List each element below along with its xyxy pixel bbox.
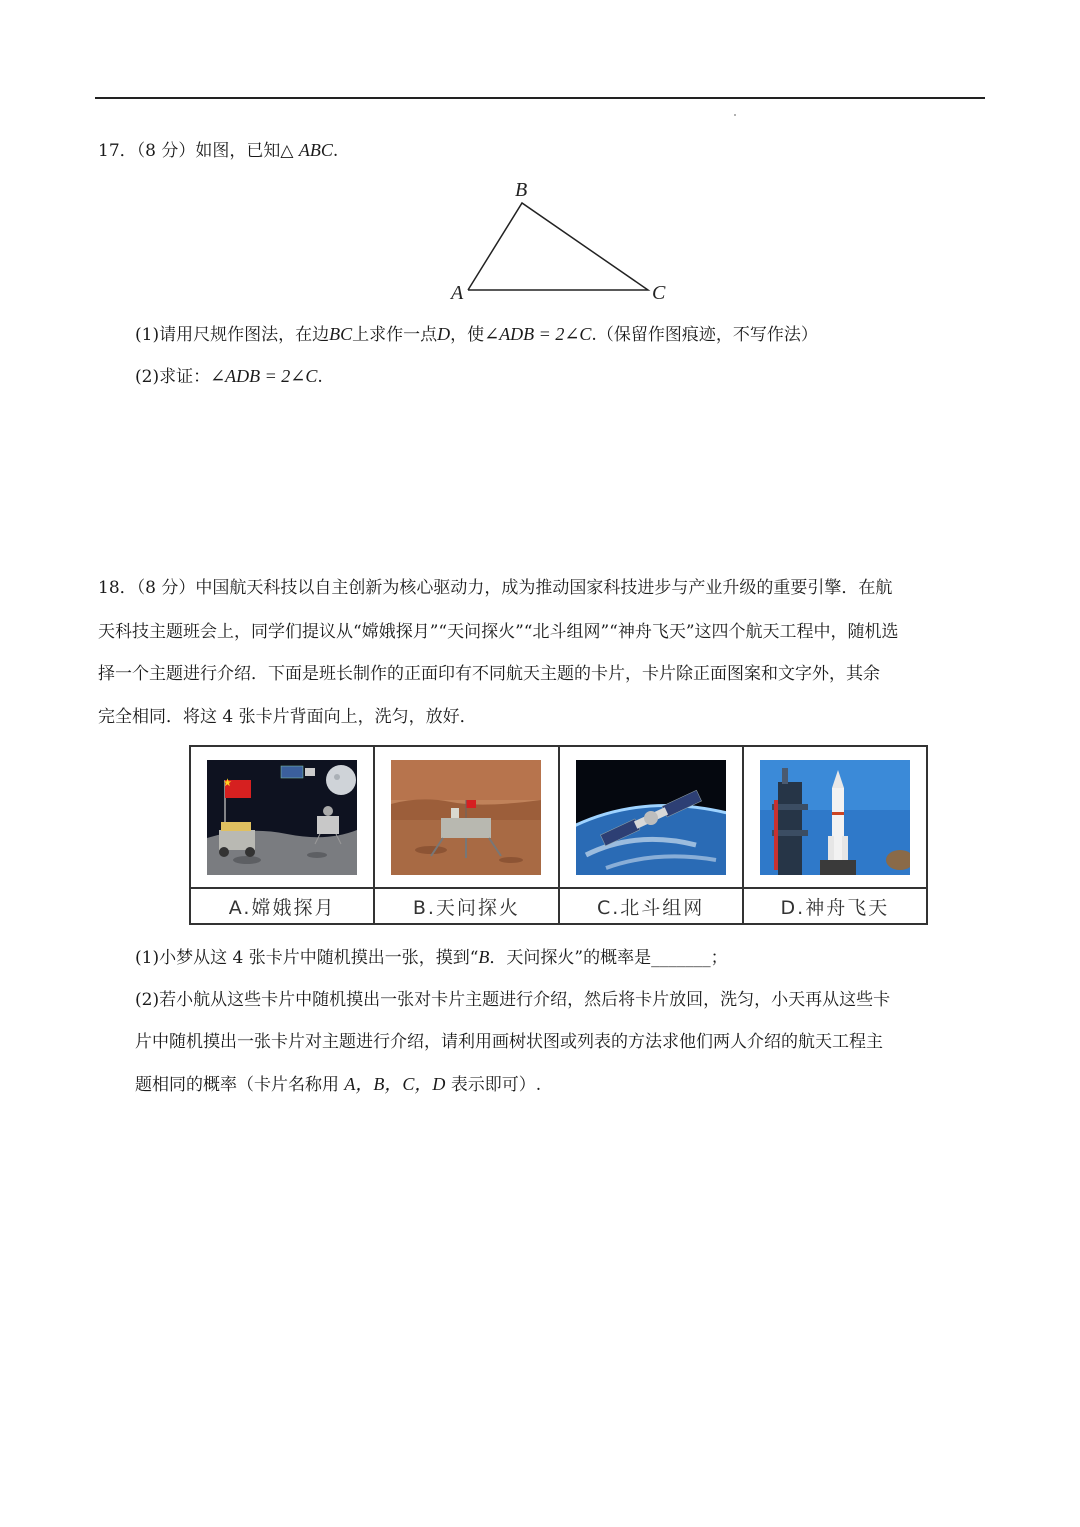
q17-part2-prefix: (2)求证：	[135, 367, 211, 387]
q17-part2-suffix: .	[317, 367, 323, 387]
header-rule	[95, 97, 985, 99]
vertex-label-a: A	[451, 282, 464, 304]
triangle-name: ABC	[298, 140, 333, 160]
q17-part1-prefix: (1)请用尺规作图法，在边	[135, 325, 330, 345]
card-table	[189, 745, 928, 925]
q18-part2-last-prefix: 题相同的概率（卡片名称用	[135, 1075, 339, 1095]
card-label: B.天问探火	[412, 896, 520, 919]
q18-paragraph-line: 天科技主题班会上，同学们提议从“嫦娥探月”“天问探火”“北斗组网”“神舟飞天”这四个航天工程中，随机选	[98, 622, 899, 642]
q18-part2-last	[135, 1072, 541, 1097]
q17-part1-comma: ，使	[450, 325, 485, 345]
q17-number: 17．	[98, 141, 137, 161]
vertex-label-b: B	[515, 179, 528, 201]
q18-paragraph-line: 完全相同．将这 4 张卡片背面向上，洗匀，放好．	[98, 707, 477, 727]
card-letter-b: B	[478, 947, 490, 967]
card-label: A.嫦娥探月	[228, 896, 336, 919]
q18-part1-suffix: ．天问探火”的概率是_______；	[489, 948, 728, 968]
q18-part1-prefix: (1)小梦从这 4 张卡片中随机摸出一张，摸到“	[135, 948, 479, 968]
q17-score: （8 分）	[136, 141, 196, 161]
card-image	[191, 747, 373, 889]
q18-part2-line: 片中随机摸出一张卡片对主题进行介绍，请利用画树状图或列表的方法求他们两人介绍的航天工程主	[135, 1032, 883, 1052]
card-image	[744, 747, 926, 889]
card-label: C.北斗组网	[596, 896, 705, 919]
point-d: D	[437, 324, 451, 344]
card-letters: A，B，C，D	[344, 1074, 446, 1094]
q17-part2	[135, 364, 323, 389]
card-image	[375, 747, 557, 889]
card-image	[560, 747, 742, 889]
angle-formula: ∠ADB = 2∠C	[210, 366, 318, 386]
mars-lander-icon	[391, 760, 541, 875]
card-a	[191, 747, 375, 923]
stray-dot	[734, 114, 736, 116]
vertex-label-c: C	[652, 282, 666, 304]
q18-paragraph-line: 择一个主题进行介绍．下面是班长制作的正面印有不同航天主题的卡片，卡片除正面图案和文字外，其余	[98, 664, 880, 684]
q17-part1-mid: 上求作一点	[352, 325, 438, 345]
q17-part1	[135, 322, 818, 347]
card-d	[744, 747, 926, 923]
rocket-launch-icon	[760, 760, 910, 875]
triangle-abc-figure	[440, 172, 680, 307]
q17-stem-text: 如图，已知	[195, 141, 281, 161]
q18-part1	[135, 945, 728, 970]
lunar-rover-icon	[207, 760, 357, 875]
satellite-icon	[576, 760, 726, 875]
side-bc: BC	[329, 324, 353, 344]
q18-part2-last-suffix: 表示即可）.	[450, 1075, 542, 1095]
triangle-edges	[468, 203, 648, 290]
card-label: D.神舟飞天	[780, 896, 890, 919]
q17-part1-suffix: .（保留作图痕迹，不写作法）	[591, 325, 818, 345]
q18-part2-line: (2)若小航从这些卡片中随机摸出一张对卡片主题进行介绍，然后将卡片放回，洗匀，小天再从这些卡	[135, 990, 891, 1010]
q18-paragraph-line: 18．（8 分）中国航天科技以自主创新为核心驱动力，成为推动国家科技进步与产业升级的重要引擎．在航	[98, 578, 893, 598]
angle-formula: ∠ADB = 2∠C	[484, 324, 592, 344]
triangle-symbol: △	[280, 141, 294, 161]
card-c	[560, 747, 744, 923]
q17-stem-end: .	[332, 141, 339, 161]
q17-stem	[98, 138, 338, 163]
card-b	[375, 747, 559, 923]
